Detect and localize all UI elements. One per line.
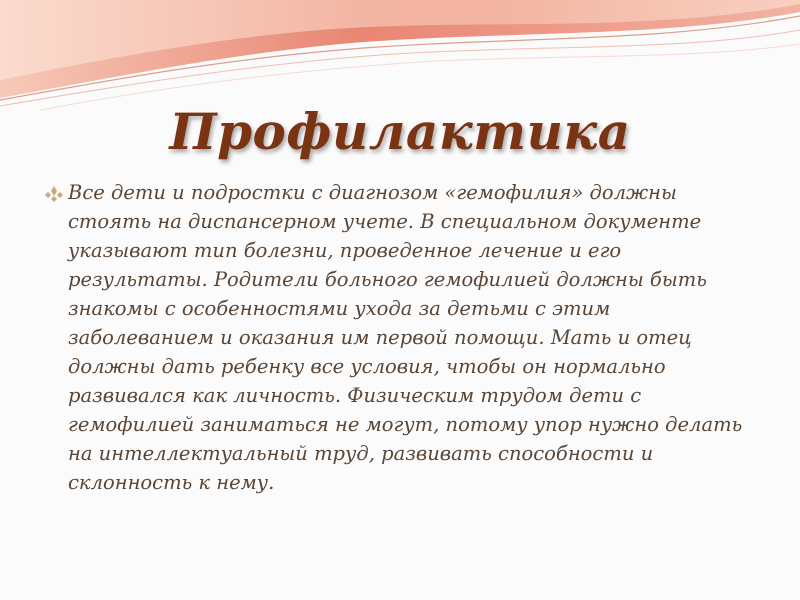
bullet-item <box>44 178 756 497</box>
diamond-bullet-icon <box>44 184 64 204</box>
slide-title: Профилактика <box>169 102 631 161</box>
slide-content <box>44 178 756 497</box>
bullet-text: Все дети и подростки с диагнозом «гемофилия» должны стоять на диспансерном учете. В специальном документе указывают тип болезни, проведенное лечение и его результаты. Родители больного гемофилией должны быть знакомы с особенностями ухода за детьми с этим заболеванием и оказания им первой помощи. Мать и отец должны дать ребенку все условия, чтобы он нормально развивался как личность. Физическим трудом дети с гемофилией заниматься не могут, потому упор нужно делать на интеллектуальный труд, развивать способности и склонность к нему. <box>68 181 743 494</box>
